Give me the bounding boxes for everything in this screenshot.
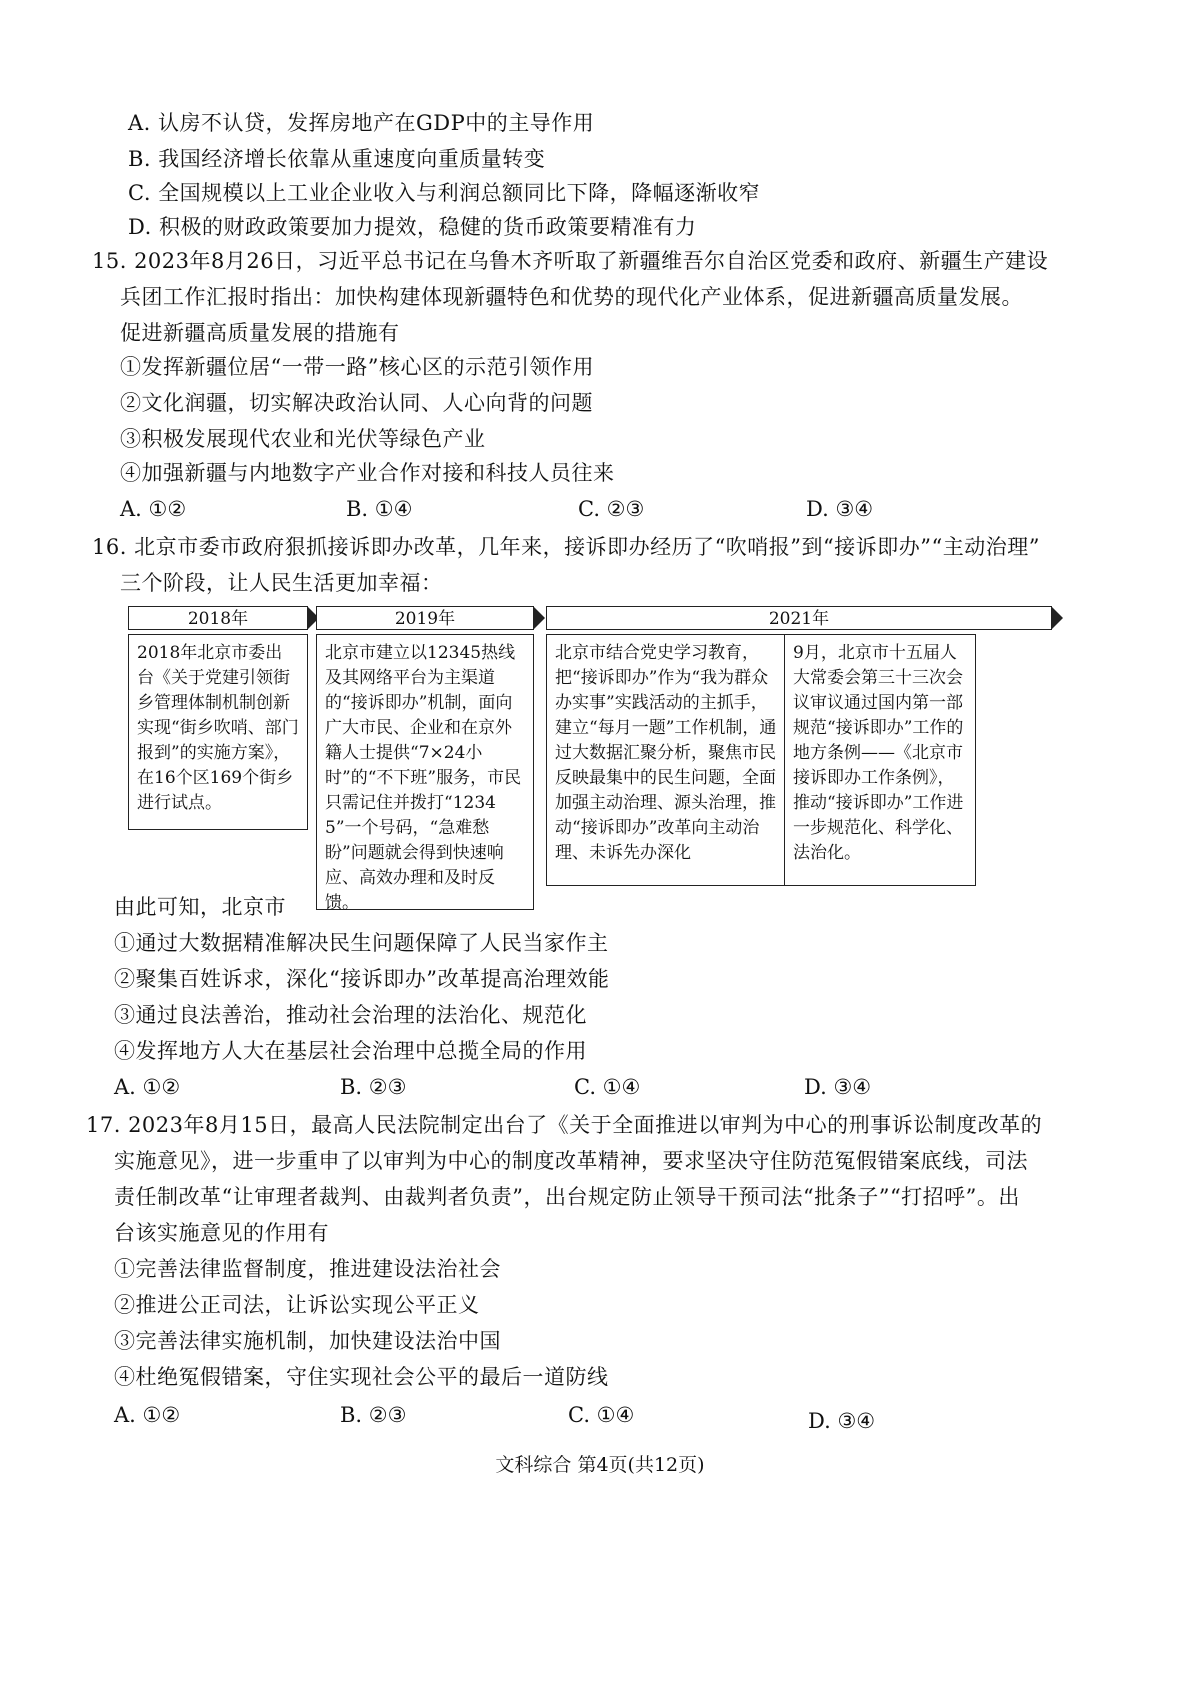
q16-option-a: A. ①② xyxy=(114,1075,181,1099)
arrow-icon xyxy=(533,606,545,630)
q16-stem-line-1: 16. 北京市委市政府狠抓接诉即办改革，几年来，接诉即办经历了“吹哨报”到“接诉即办”“主动治理” xyxy=(92,535,1040,559)
q16-option-c: C. ①④ xyxy=(574,1075,641,1099)
q15-item-2: ②文化润疆，切实解决政治认同、人心向背的问题 xyxy=(120,391,593,415)
q15-item-3: ③积极发展现代农业和光伏等绿色产业 xyxy=(120,427,486,451)
page-footer: 文科综合 第4页(共12页) xyxy=(495,1454,705,1476)
q16-option-b: B. ②③ xyxy=(340,1075,407,1099)
timeline-box-2019: 北京市建立以12345热线及其网络平台为主渠道的“接诉即办”机制，面向广大市民、企业和在京外籍人士提供“7×24小时”的“不下班”服务，市民只需记住并拨打“12345”一个号码，“急难愁盼”问题就会得到快速响应、高效办理和及时反馈。 xyxy=(316,634,534,910)
timeline-box-2021-a: 北京市结合党史学习教育，把“接诉即办”作为“我为群众办实事”实践活动的主抓手，建立“每月一题”工作机制，通过大数据汇聚分析，聚焦市民反映最集中的民生问题，全面加强主动治理、源头治理，推动“接诉即办”改革向主动治理、未诉先办深化 xyxy=(546,634,786,886)
q17-item-3: ③完善法律实施机制，加快建设法治中国 xyxy=(114,1329,501,1353)
year-label-2021: 2021年 xyxy=(768,609,830,629)
q15-option-b: B. ①④ xyxy=(346,497,413,521)
q17-option-b: B. ②③ xyxy=(340,1403,407,1427)
q15-stem-line-1: 15. 2023年8月26日，习近平总书记在乌鲁木齐听取了新疆维吾尔自治区党委和政府、新疆生产建设 xyxy=(92,249,1049,273)
q17-stem-line-3: 责任制改革“让审理者裁判、由裁判者负责”，出台规定防止领导干预司法“批条子”“打招呼”。出 xyxy=(114,1185,1020,1209)
q15-option-d: D. ③④ xyxy=(806,497,874,521)
q17-option-d: D. ③④ xyxy=(808,1409,876,1433)
q16-item-2: ②聚集百姓诉求，深化“接诉即办”改革提高治理效能 xyxy=(114,967,610,991)
q16-item-4: ④发挥地方人大在基层社会治理中总揽全局的作用 xyxy=(114,1039,587,1063)
year-label-2018: 2018年 xyxy=(187,609,249,629)
timeline-year-2021 xyxy=(546,606,1052,630)
q17-stem-line-1: 17. 2023年8月15日，最高人民法院制定出台了《关于全面推进以审判为中心的刑事诉讼制度改革的 xyxy=(86,1113,1043,1137)
q14-option-d: D. 积极的财政政策要加力提效，稳健的货币政策要精准有力 xyxy=(128,215,697,239)
q16-stem-line-2: 三个阶段，让人民生活更加幸福： xyxy=(120,571,443,595)
timeline-year-2018 xyxy=(128,606,308,630)
q15-option-a: A. ①② xyxy=(120,497,187,521)
q15-item-4: ④加强新疆与内地数字产业合作对接和科技人员往来 xyxy=(120,461,615,485)
q15-item-1: ①发挥新疆位居“一带一路”核心区的示范引领作用 xyxy=(120,355,594,379)
q16-lead: 由此可知，北京市 xyxy=(114,895,286,919)
q17-stem-line-4: 台该实施意见的作用有 xyxy=(114,1221,329,1245)
year-label-2019: 2019年 xyxy=(394,609,456,629)
q17-item-4: ④杜绝冤假错案，守住实现社会公平的最后一道防线 xyxy=(114,1365,609,1389)
q14-option-a: A. 认房不认贷，发挥房地产在GDP中的主导作用 xyxy=(128,111,595,135)
q17-option-c: C. ①④ xyxy=(568,1403,635,1427)
q15-stem-line-2: 兵团工作汇报时指出：加快构建体现新疆特色和优势的现代化产业体系，促进新疆高质量发展。 xyxy=(120,285,1023,309)
q17-item-1: ①完善法律监督制度，推进建设法治社会 xyxy=(114,1257,501,1281)
q14-option-c: C. 全国规模以上工业企业收入与利润总额同比下降，降幅逐渐收窄 xyxy=(128,181,761,205)
timeline-box-2021-b: 9月，北京市十五届人大常委会第三十三次会议审议通过国内第一部规范“接诉即办”工作的地方条例——《北京市接诉即办工作条例》，推动“接诉即办”工作进一步规范化、科学化、法治化。 xyxy=(784,634,976,886)
q16-item-1: ①通过大数据精准解决民生问题保障了人民当家作主 xyxy=(114,931,609,955)
q17-option-a: A. ①② xyxy=(114,1403,181,1427)
q16-item-3: ③通过良法善治，推动社会治理的法治化、规范化 xyxy=(114,1003,587,1027)
timeline-box-2018: 2018年北京市委出台《关于党建引领街乡管理体制机制创新实现“街乡吹哨、部门报到”的实施方案》，在16个区169个街乡进行试点。 xyxy=(128,634,308,830)
q16-option-d: D. ③④ xyxy=(804,1075,872,1099)
q15-option-c: C. ②③ xyxy=(578,497,645,521)
q17-stem-line-2: 实施意见》，进一步重申了以审判为中心的制度改革精神，要求坚决守住防范冤假错案底线，司法 xyxy=(114,1149,1028,1173)
q15-stem-line-3: 促进新疆高质量发展的措施有 xyxy=(120,321,400,345)
timeline-year-2019 xyxy=(316,606,534,630)
q17-item-2: ②推进公正司法，让诉讼实现公平正义 xyxy=(114,1293,480,1317)
arrow-icon xyxy=(1051,606,1063,630)
q14-option-b: B. 我国经济增长依靠从重速度向重质量转变 xyxy=(128,147,546,171)
